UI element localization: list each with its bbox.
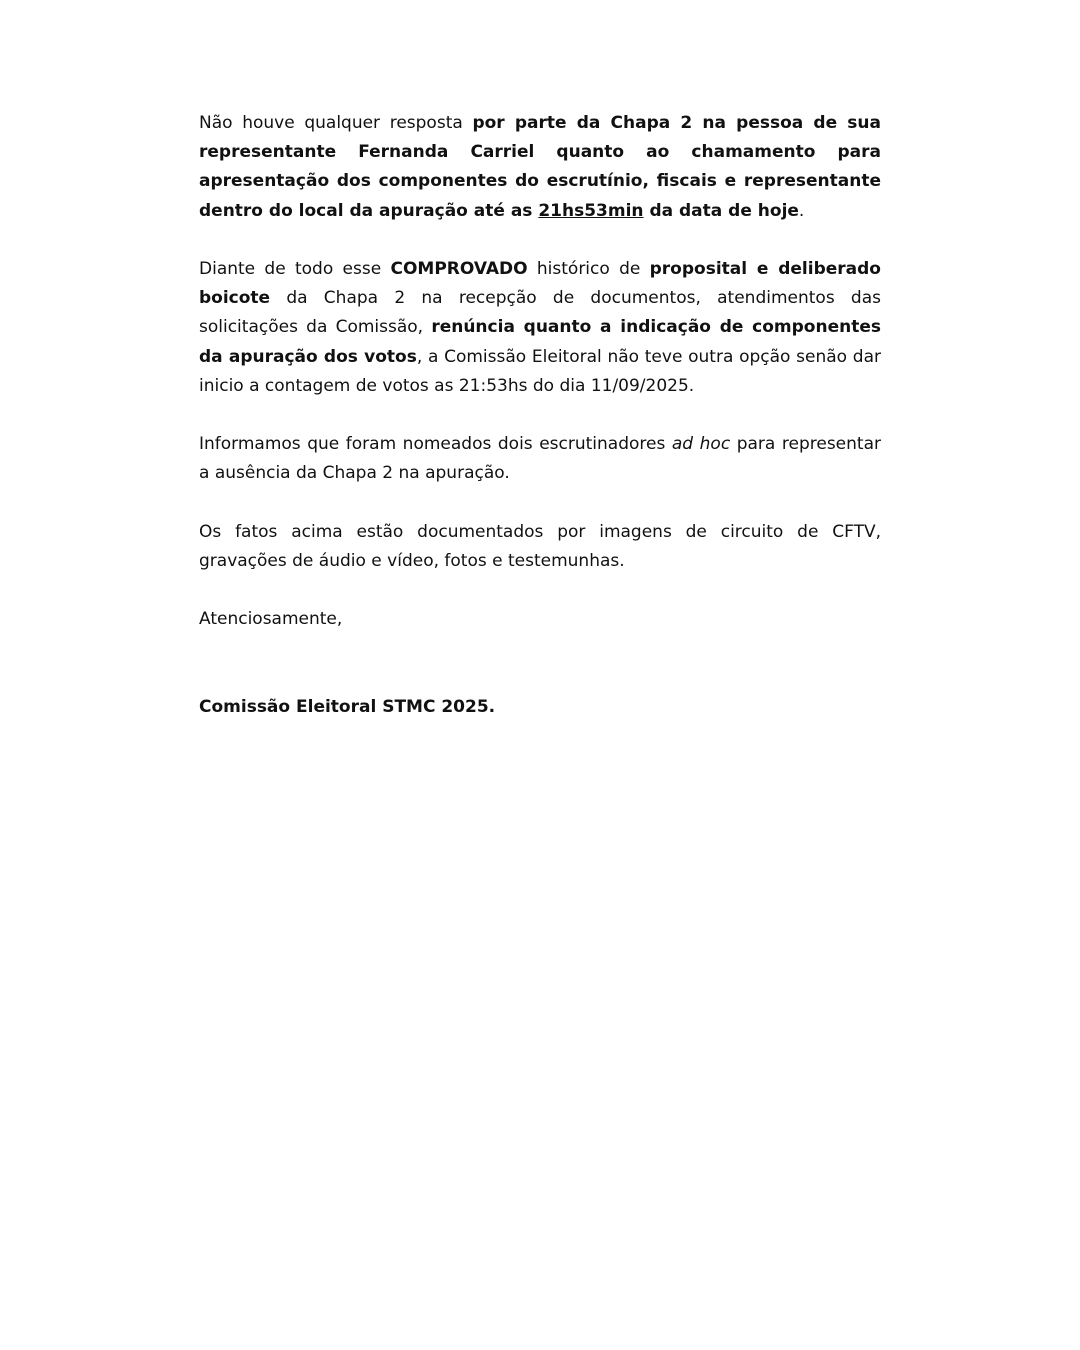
underlined-time: 21hs53min: [538, 200, 644, 221]
text-run: .: [798, 200, 805, 221]
bold-run: renúncia quanto a indicação de componentes da apuração dos votos: [199, 317, 881, 367]
bold-run: proposital e deliberado boicote: [199, 259, 881, 309]
paragraph-no-response: [199, 109, 881, 226]
document-body: [199, 109, 881, 751]
signature-line: [199, 693, 881, 722]
text-run: Os fatos acima estão documentados por imagens de circuito de CFTV, gravações de áudio e vídeo, fotos e testemunhas.: [199, 521, 881, 571]
bold-run: COMPROVADO: [390, 259, 528, 279]
text-run: , a Comissão Eleitoral não teve outra opção senão dar inicio a contagem de votos as 21:53hs do dia 11/09/2025.: [199, 346, 881, 396]
signature-text: Comissão Eleitoral STMC 2025.: [199, 696, 496, 717]
paragraph-evidence: [199, 518, 881, 576]
text-run: da Chapa 2 na recepção de documentos, atendimentos das solicitações da Comissão,: [199, 288, 881, 338]
text-run: Informamos que foram nomeados dois escrutinadores: [199, 434, 672, 455]
closing-line: Atenciosamente,: [199, 609, 343, 630]
bold-run: por parte da Chapa 2 na pessoa de sua representante Fernanda Carriel quanto ao chamamento para apresentação dos componentes do escrutínio, fiscais e representante dentro do local da apuração até as 21hs53min da data de hoje: [199, 113, 881, 221]
text-run: Não houve qualquer resposta: [199, 113, 473, 133]
blank-line: [199, 664, 881, 693]
text-run: para representar a ausência da Chapa 2 na apuração.: [199, 434, 881, 484]
italic-run: ad hoc: [671, 434, 731, 455]
paragraph-boycott: [199, 255, 881, 401]
paragraph-scrutineers: [199, 430, 881, 488]
text-run: histórico de: [527, 259, 650, 279]
text-run: Diante de todo esse: [199, 259, 391, 279]
